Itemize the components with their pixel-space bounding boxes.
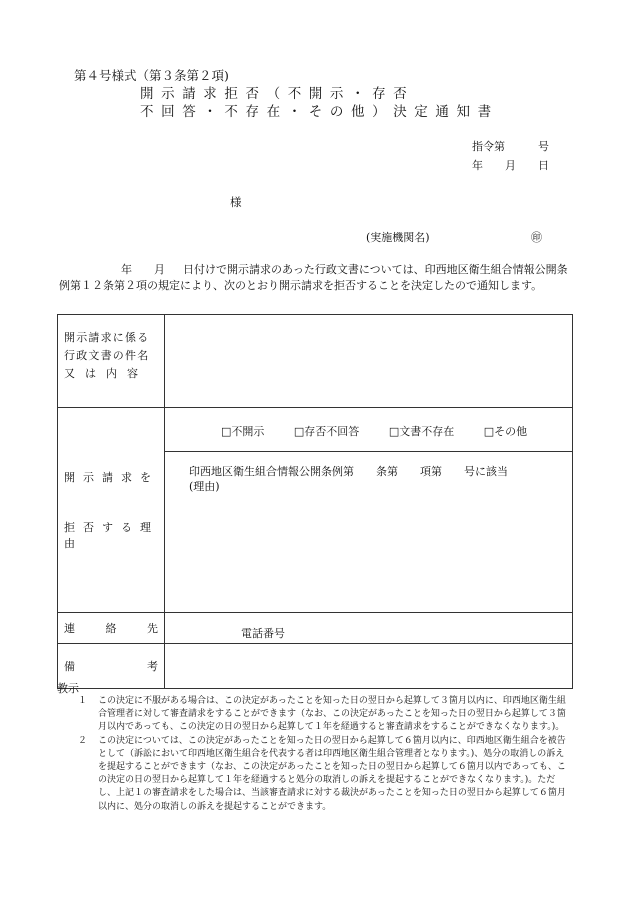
agency-name-label: (実施機関名) [366, 231, 430, 244]
contact-label-cell [58, 613, 165, 644]
instruction-number: １ [78, 696, 88, 706]
subject-row [58, 315, 573, 408]
seal-icon: ㊞ [531, 231, 542, 244]
instruction-text: この決定に不服がある場合は、この決定があったことを知った日の翌日から起算して３箇月以内に、印西地区衛生組合管理者に対して審査請求をすることができます（なお、この決定があったことを知った日の翌日から起算して３箇月以内であっても、この決定の日の翌日から起算して１年を経過すると審査請求をすることができなくなります。)。 [98, 696, 566, 733]
reason-value-cell [165, 452, 573, 613]
reason-label-cell [58, 408, 165, 613]
checkbox-document-not-exist[interactable]: □文書不存在 [388, 425, 455, 438]
decision-table [57, 314, 573, 689]
instruction-number: ２ [78, 735, 88, 746]
instruction-heading: 教示 [57, 682, 79, 695]
document-number-field: 指令第 号 [472, 140, 549, 153]
subject-label-line2: 行政文書の件名 [64, 349, 150, 362]
intro-text: 日付けで開示請求のあった行政文書については、印西地区衛生組合情報公開条例第１２条第２項の規定により、次のとおり開示請求を拒否することを決定したので通知します。 [59, 263, 568, 292]
form-number: 第４号様式（第３条第２項) [74, 68, 229, 83]
reason-label-line2: 拒否する理由 [64, 521, 159, 550]
contact-label-char3: 先 [147, 622, 158, 635]
decision-type-cell [165, 408, 573, 452]
notes-value-cell [165, 644, 573, 689]
subject-label-line1: 開示請求に係る [64, 331, 150, 344]
recipient-honorific: 様 [230, 195, 242, 209]
reason-clause: 印西地区衛生組合情報公開条例第 条第 項第 号に該当 [189, 465, 508, 478]
intro-date-lead: 年 月 [121, 263, 165, 276]
checkbox-non-disclosure[interactable]: □不開示 [221, 425, 265, 438]
subject-value-cell [165, 315, 573, 408]
subject-label-cell [58, 315, 165, 408]
reason-note: (理由) [189, 480, 220, 493]
decision-type-row [58, 408, 573, 452]
document-date-field: 年 月 日 [472, 159, 549, 172]
contact-value-cell [165, 613, 573, 644]
notes-row [58, 644, 573, 689]
phone-label: 電話番号 [241, 627, 285, 640]
checkbox-other[interactable]: □その他 [483, 425, 528, 438]
instruction-text: この決定については、この決定があったことを知った日の翌日から起算して６箇月以内に、印西地区衛生組合を被告として（訴訟において印西地区衛生組合を代表する者は印西地区衛生組合管理者となります。)、処分の取消しの訴えを提起することができます（なお、この決定があったことを知った日の翌日から起算して６箇月以内であっても、この決定の日の翌日から起算して１年を経過すると処分の取消しの訴えを提起することができなくなります。)。ただし、上記１の審査請求をした場合は、当該審査請求に対する裁決があったことを知った日の翌日から起算して６箇月以内に、処分の取消しの訴えを提起することができます。 [98, 735, 566, 812]
document-title-line2: 不回答・不存在・その他）決定通知書 [140, 104, 499, 120]
contact-row [58, 613, 573, 644]
checkbox-existence-not-answered[interactable]: □存否不回答 [293, 425, 360, 438]
instruction-item [78, 735, 573, 814]
instruction-list [78, 695, 573, 814]
contact-label-char2: 絡 [105, 622, 117, 635]
notes-label-char2: 考 [147, 660, 158, 673]
document-title-line1: 開示請求拒否（不開示・存否 [140, 86, 415, 102]
notes-label-char1: 備 [64, 660, 75, 673]
subject-label-line3: 又は内容 [64, 367, 148, 380]
intro-paragraph [59, 262, 575, 294]
contact-label-char1: 連 [64, 622, 75, 635]
reason-label-line1: 開示請求を [64, 471, 159, 484]
instruction-item [78, 695, 573, 735]
